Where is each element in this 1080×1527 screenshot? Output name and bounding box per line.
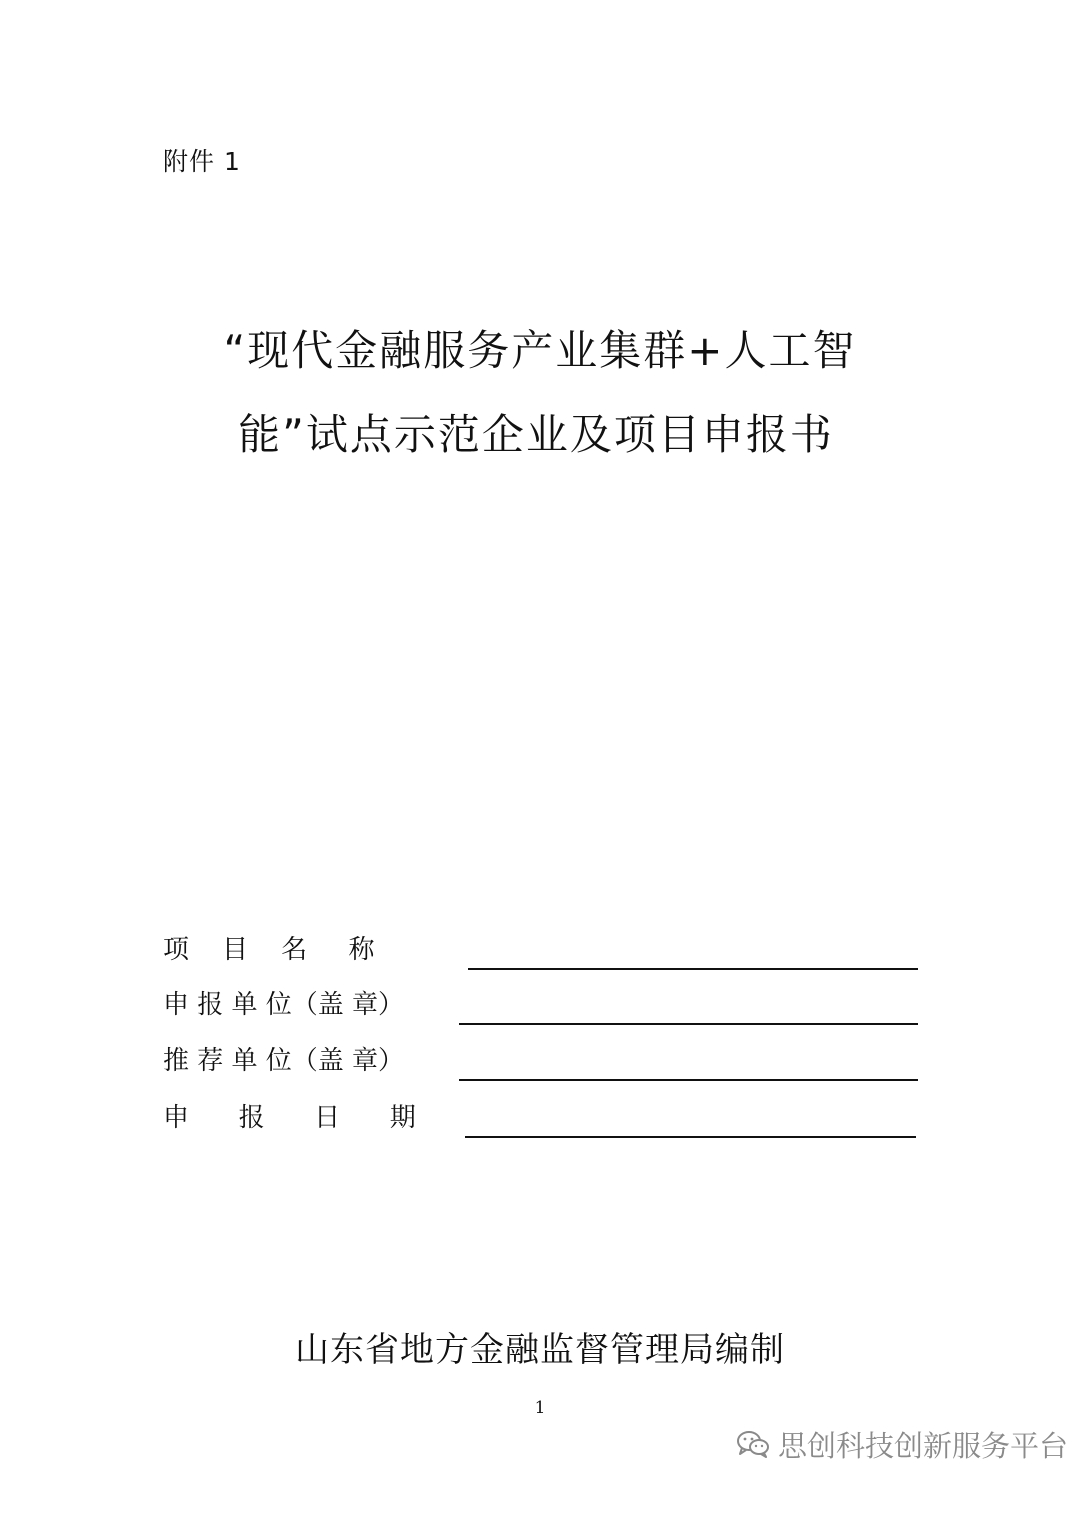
- applicant-blank: [459, 1023, 918, 1025]
- application-date-label: 申 报 日 期: [163, 1103, 416, 1133]
- project-name-label: 项 目 名 称: [163, 935, 375, 965]
- form-row-applicant: [163, 985, 918, 1025]
- issuer-line: 山东省地方金融监督管理局编制: [295, 1330, 785, 1370]
- form-row-date: [163, 1098, 918, 1138]
- document-title-line-2: 能”试点示范企业及项目申报书: [238, 410, 834, 459]
- recommender-blank: [459, 1079, 918, 1081]
- document-title-line-1: “现代金融服务产业集群+人工智: [223, 326, 857, 375]
- applicant-label: 申 报 单 位（盖 章）: [163, 990, 405, 1020]
- form-row-project-name: [163, 930, 918, 970]
- application-date-blank: [465, 1136, 916, 1138]
- form-row-recommender: [163, 1041, 918, 1081]
- page-number: 1: [534, 1398, 546, 1418]
- watermark-text: 思创科技创新服务平台: [778, 1428, 1069, 1463]
- wechat-icon: [736, 1429, 770, 1459]
- attachment-label: 附件 1: [163, 147, 241, 176]
- watermark: [736, 1424, 1068, 1464]
- project-name-blank: [468, 968, 918, 970]
- recommender-label: 推 荐 单 位（盖 章）: [163, 1046, 405, 1076]
